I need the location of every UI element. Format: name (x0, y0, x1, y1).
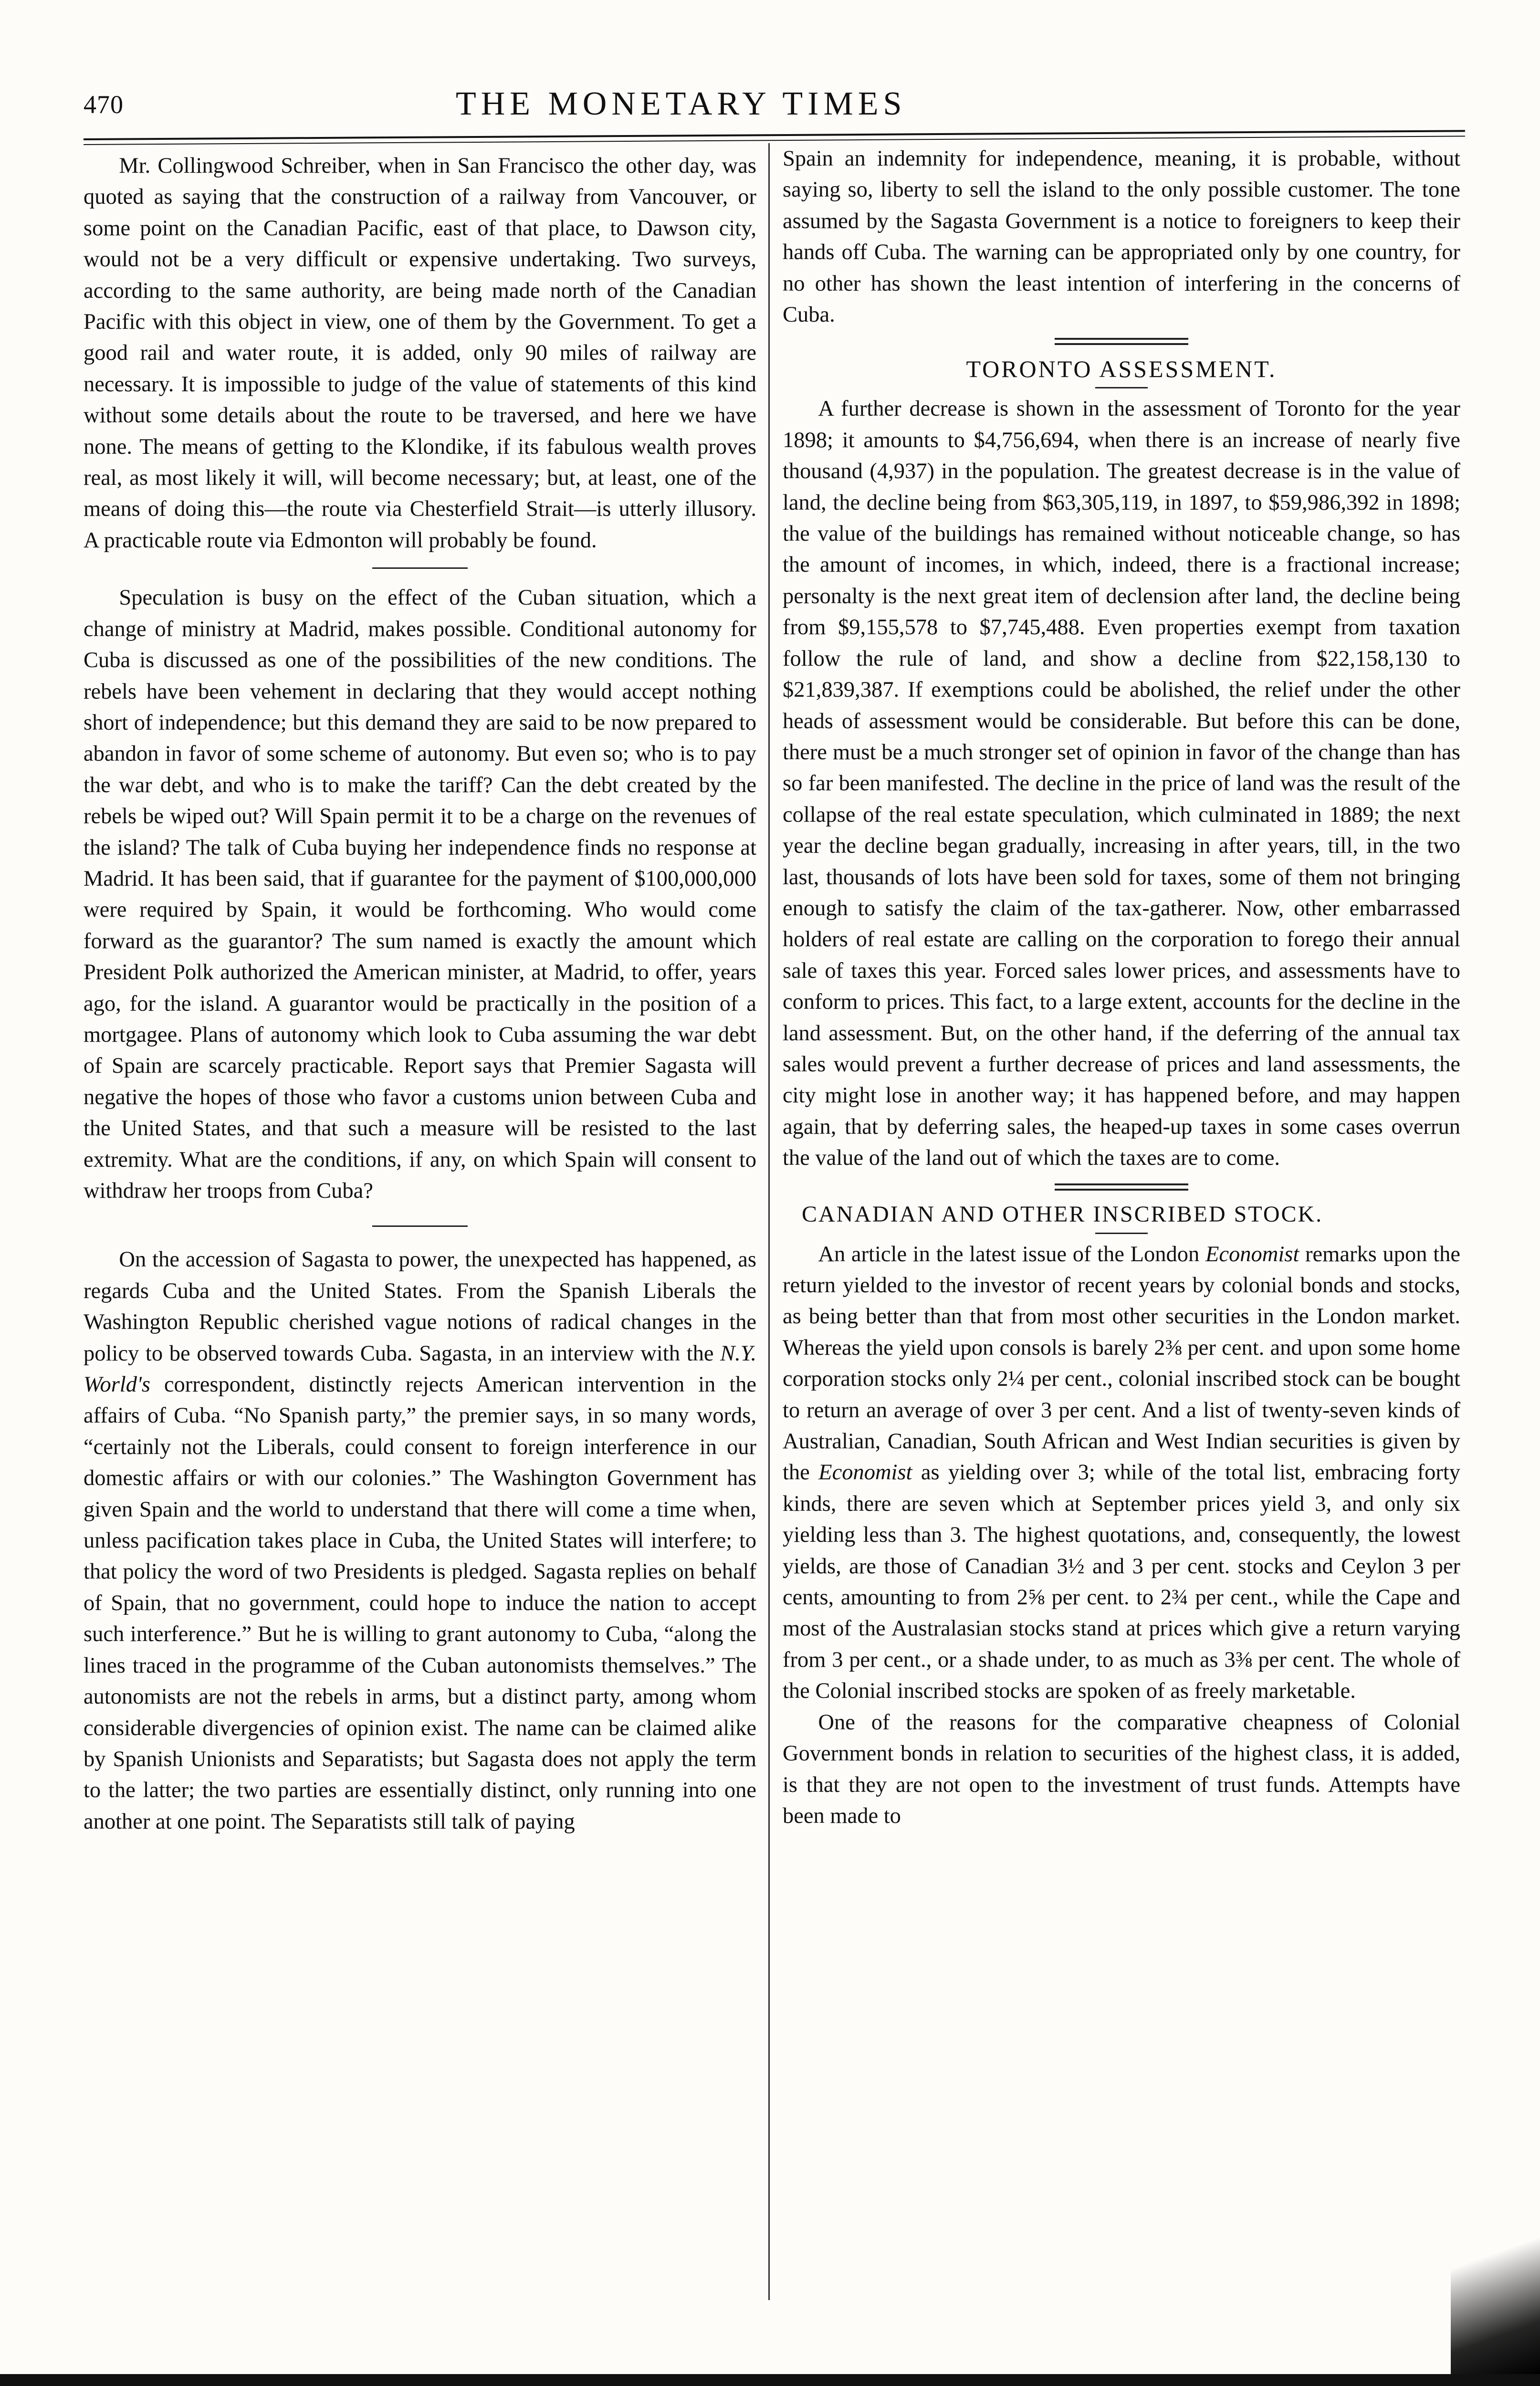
section-separator (1055, 338, 1188, 345)
section-title-canadian-stock: CANADIAN AND OTHER INSCRIBED STOCK. (802, 1201, 1323, 1227)
section-separator (1055, 1183, 1188, 1191)
page-edge-shadow (1451, 2195, 1540, 2374)
masthead-title: THE MONETARY TIMES (456, 85, 907, 122)
text-run: An article in the latest issue of the London (818, 1242, 1206, 1266)
paragraph-sagasta-accession (84, 1244, 756, 1837)
title-underline (1095, 387, 1148, 388)
paragraph-separator (372, 567, 468, 569)
paragraph-toronto-assessment: A further decrease is shown in the assessment of Toronto for the year 1898; it amounts to $4,756,694, when there is an increase of nearly five thousand (4,937) in the population. The greatest decrease is in the value of land, the decline being from $63,305,119, in 1897, to $59,986,392 in 1898; the value of the buildings has remained without noticeable change, so has the amount of incomes, in which, indeed, there is a fractional increase; personalty is the next great item of declension after land, the decline being from $9,155,578 to $7,745,488. Even properties exempt from taxation follow the rule of land, and show a decline from $22,158,130 to $21,839,387. If exemptions could be abolished, the relief under the other heads of assessment would be considerable. But before this can be done, there must be a much stronger set of opinion in favor of the change than has so far been manifested. The decline in the price of land was the result of the collapse of the real estate speculation, which culminated in 1889; the next year the decline began gradually, increasing in after years, till, in the two last, thousands of lots have been sold for taxes, some of them not bringing enough to satisfy the claim of the tax-gatherer. Now, other embarrassed holders of real estate are calling on the corporation to forego their annual sale of taxes this year. Forced sales lower prices, and assessments have to conform to prices. This fact, to a large extent, accounts for the decline in the land assessment. But, on the other hand, if the deferring of the annual tax sales would prevent a further decrease of prices and land assessments, the city might lose in another way; it has happened before, and may happen again, that by deferring sales, the heaped-up taxes in some cases overrun the value of the land out of which the taxes are to come. (783, 397, 1460, 1171)
paragraph-separator (372, 1225, 468, 1227)
column-divider (768, 143, 770, 2300)
text-run: correspondent, distinctly rejects American intervention in the affairs of Cuba. “No Spanish party,” the premier says, in so many words, “certainly not the Liberals, could consent to foreign interference in our domestic affairs or with our colonies.” The Washington Government has given Spain and the world to understand that there will come a time when, unless pacification takes place in Cuba, the United States will interfere; to that policy the word of two Presidents is pledged. Sagasta replies on behalf of Spain, that no government, could hope to induce the nation to accept such interference.” But he is willing to grant autonomy to Cuba, “along the lines traced in the programme of the Cuban autonomists themselves.” The autonomists are not the rebels in arms, but a distinct party, among whom considerable divergencies of opinion exist. The name can be claimed alike by Spanish Unionists and Separatists; but Sagasta does not apply the term to the latter; the two parties are essentially distinct, only running into one another at one point. The Separatists still talk of paying (84, 1372, 756, 1834)
right-column (783, 143, 1460, 1831)
paragraph-klondike-railway: Mr. Collingwood Schreiber, when in San Francisco the other day, was quoted as saying that the construction of a railway from Vancouver, or some point on the Canadian Pacific, east of that place, to Dawson city, would not be a very difficult or expensive undertaking. Two surveys, according to the same authority, are being made north of the Canadian Pacific with this object in view, one of them by the Government. To get a good rail and water route, it is added, only 90 miles of railway are necessary. It is impossible to judge of the value of statements of this kind without some details about the route to be traversed, and here we have none. The means of getting to the Klondike, if its fabulous wealth proves real, as most likely it will, will become necessary; but, at least, one of the means of doing this—the route via Chesterfield Strait—is utterly illusory. A practicable route via Edmonton will probably be found. (84, 154, 756, 553)
page-header (84, 85, 1048, 128)
section-title-toronto: TORONTO ASSESSMENT. (966, 356, 1277, 383)
title-underline (1095, 1233, 1148, 1234)
scan-bottom-border (0, 2374, 1540, 2386)
paragraph-economist-article (783, 1239, 1460, 1707)
italic-run: N.Y. World's (84, 1341, 756, 1397)
italic-run: Economist (818, 1460, 912, 1485)
left-column (84, 150, 756, 1837)
paragraph-cuban-speculation: Speculation is busy on the effect of the Cuban situation, which a change of ministry at Madrid, makes possible. Conditional autonomy for Cuba is discussed as one of the possibilities of the new conditions. The rebels have been vehement in declaring that they would accept nothing short of independence; but this demand they are said to be now prepared to abandon in favor of some scheme of autonomy. But even so; who is to pay the war debt, and who is to make the tariff? Can the debt created by the rebels be wiped out? Will Spain permit it to be a charge on the revenues of the island? The talk of Cuba buying her independence finds no response at Madrid. It has been said, that if guarantee for the payment of $100,000,000 were required by Spain, it would be forthcoming. Who would come forward as the guarantor? The sum named is exactly the amount which President Polk authorized the American minister, at Madrid, to offer, years ago, for the island. A guarantor would be practically in the position of a mortgagee. Plans of autonomy which look to Cuba assuming the war debt of Spain are scarcely practicable. Report says that Premier Sagasta will negative the hopes of those who favor a customs union between Cuba and the United States, and that such a measure will be resisted to the last extremity. What are the conditions, if any, on which Spain will consent to withdraw her troops from Cuba? (84, 586, 756, 1203)
italic-run: Economist (1205, 1242, 1299, 1266)
text-run: remarks upon the return yielded to the investor of recent years by colonial bonds and stocks, as being better than that from most other securities in the London market. Whereas the yield upon consols is barely 2⅜ per cent. and upon some home corporation stocks only 2¼ per cent., colonial inscribed stock can be bought to return an average of over 3 per cent. And a list of twenty-seven kinds of Australian, Canadian, South African and West Indian securities is given by the (783, 1242, 1461, 1485)
text-run: as yielding over 3; while of the total list, embracing forty kinds, there are seven which at September prices yield 3, and only six yielding less than 3. The highest quotations, and, consequently, the lowest yields, are those of Canadian 3½ and 3 per cent. stocks and Ceylon 3 per cents, amounting to from 2⅝ per cent. to 2¾ per cent., while the Cape and most of the Australasian stocks stand at prices which give a return varying from 3 per cent., or a shade under, to as much as 3⅜ per cent. The whole of the Colonial inscribed stocks are spoken of as freely marketable. (783, 1460, 1460, 1704)
paragraph-cuba-continued: Spain an indemnity for independence, meaning, it is probable, without saying so, liberty to sell the island to the only possible customer. The tone assumed by the Sagasta Government is a notice to foreigners to keep their hands off Cuba. The warning can be appropriated only by one country, for no other has shown the least intention of interfering in the concerns of Cuba. (783, 147, 1460, 327)
text-run: On the accession of Sagasta to power, the unexpected has happened, as regards Cuba and the United States. From the Spanish Liberals the Washington Republic cherished vague notions of radical changes in the policy to be observed towards Cuba. Sagasta, in an interview with the (84, 1247, 756, 1366)
header-rule (84, 130, 1465, 140)
page-number: 470 (84, 90, 124, 119)
paragraph-trust-funds: One of the reasons for the comparative cheapness of Colonial Government bonds in relation to securities of the highest class, it is added, is that they are not open to the investment of trust funds. Attempts have been made to (783, 1710, 1460, 1828)
